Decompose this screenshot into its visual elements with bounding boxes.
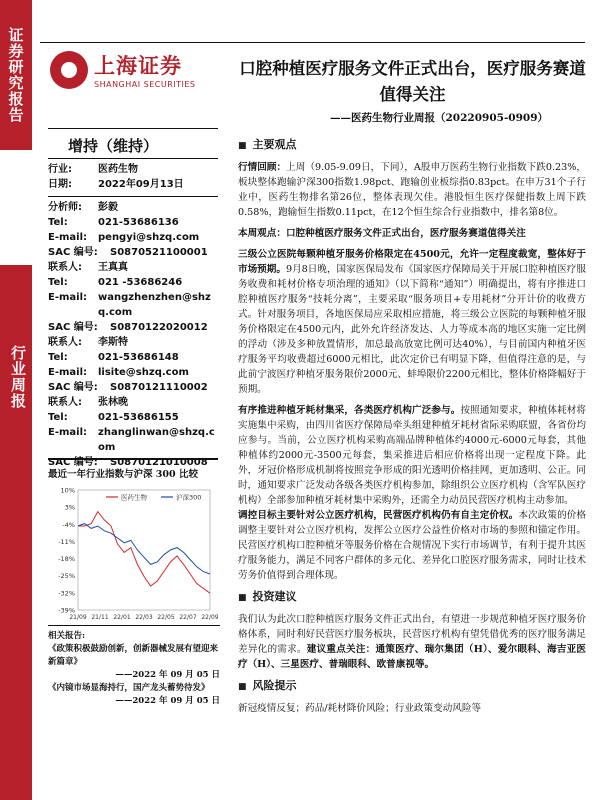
report-title: 口腔种植医疗服务文件正式出台，医疗服务赛道值得关注 (239, 59, 586, 104)
analyst-email[interactable]: zhanglinwan@shzq.com (98, 427, 215, 453)
paragraph-market-review: 行情回顾：上周（9.05-9.09日，下同），A股申万医药生物行业指数下跌0.23%，板块整体跑输沪深300指数1.98pct、跑输创业板综指0.83pct。在申万31个子行业中，医药生物排名第26位，整体表现欠佳。港股恒生医疗保健指数上周下跌0.58%，跑输恒生指数0.11pct，在12个恒生综合行业指数中，排名第8位。 (238, 162, 586, 218)
analyst-tel: 021-53686155 (98, 412, 179, 423)
analyst-name: 彭毅 (98, 202, 118, 213)
section-main-points: ■ 主要观点 (238, 137, 586, 154)
chart-title: 最近一年行业指数与沪深 300 比较 (48, 469, 198, 480)
paragraph-risk: 新冠疫情反复；药品/耗材降价风险；行业政策变动风险等 (238, 703, 482, 714)
x-tick-label: 22/07 (179, 614, 197, 621)
section-invest: ■ 投资建议 (238, 589, 586, 606)
logo-cn: 上海证券 (94, 54, 182, 78)
related-title-2: 《内镜市场显海持行，国产龙头蓄势待发》 (48, 683, 210, 693)
report-date: 2022年09月13日 (98, 179, 184, 190)
analyst-name: 李斯特 (98, 337, 128, 348)
y-tick-label: -18% (58, 555, 75, 564)
index-comparison-chart (48, 482, 218, 632)
sidebar-bottom-band (0, 265, 32, 800)
related-title-1: 《政策积极鼓励创新，创新器械发展有望迎来新篇章》 (48, 644, 219, 667)
y-tick-label: -32% (58, 589, 75, 598)
series-line (78, 524, 210, 574)
report-type-label: 证券研究报告 (6, 27, 25, 123)
y-tick-label: 3% (64, 503, 75, 512)
analyst-tel: 021 -53686246 (98, 277, 183, 288)
logo-en: SHANGHAI SECURITIES (94, 80, 196, 89)
legend-label: 医药生物 (121, 493, 147, 502)
analyst-tel: 021-53686148 (98, 352, 179, 363)
related-date-1: ——2022 年 09 月 05 日 (115, 670, 220, 680)
logo-icon (50, 51, 88, 89)
analyst-sac: S0870122020012 (110, 322, 208, 333)
paragraph-invest: 我们认为此次口腔种植医疗服务文件正式出台，有望进一步规范种植牙医疗服务价格体系，同时利好民营医疗服务板块，民营医疗机构有望凭借优秀的医疗服务满足差异化的需求。建议重点关注：通策医疗、瑞尔集团（H）、爱尔眼科、海吉亚医疗（H）、三星医疗、普瑞眼科、欧普康视等。 (238, 614, 587, 670)
sidebar-top-band (0, 0, 32, 150)
analyst-tel: 021-53686136 (98, 217, 179, 228)
related-date-2: ——2022 年 09 月 05 日 (115, 696, 220, 706)
paragraph-price-cap: 三级公立医院每颗种植牙服务价格限定在4500元，允许一定程度裁宽，整体好于市场预期。9月8日晚，国家医保局发布《国家医疗保障局关于开展口腔种植医疗服务收费和耗材价格专项治理的通知》（以下简称“通知”）明确提出，将有序推进口腔种植医疗服务“技耗分离”，主要采取“服务项目+专用耗材”分开计价的收费方式。针对服务项目，各地医保局应采取相应措施，将三级公立医院的每颗种植牙服务价格限定在4500元内，此外允许经济发达、人力等成本高的地区实施一定比例的浮动（涉及多种放置情形，加总最高放宽比例可达40%），与目前国内种植牙医疗服务平均收费超过6000元相比，此次定价已有明显下降，但值得注意的是，与此前宁波医疗种植牙服务限价2000元、蚌埠限价2200元相比，整体价格降幅好于预期。 (238, 249, 586, 395)
analyst-sac: S0870121010008 (110, 457, 208, 468)
analyst-block: 分析师: 彭毅 Tel: 021-53686136 E-mail: pengyi@shzq.com SAC 编号: S0870521100001 联系人: 王真真 Tel: 021 -53686246 E-mail: wangzhenzhen@shzq.com SAC 编号: S0870122020012 联系人: 李斯特 Tel: 021-53686148 E-mail: lisite@shzq.com SAC 编号: S0870121110002 联系人: 张林晚 Tel: 021-53686155 E-mail: zhanglinwan@shzq.com SAC 编号: S0870121010008 (48, 196, 218, 470)
sidebar (0, 0, 32, 800)
rating: 增持（维持） (48, 128, 218, 158)
y-tick-label: -39% (58, 606, 75, 615)
analyst-email[interactable]: pengyi@shzq.com (98, 232, 200, 243)
y-tick-label: -11% (58, 537, 75, 546)
left-column (48, 128, 218, 470)
analyst-sac: S0870521100001 (110, 247, 208, 258)
analyst-email[interactable]: lisite@shzq.com (98, 367, 189, 378)
paragraph-private-pricing: 调控目标主要针对公立医疗机构，民营医疗机构仍有自主定价权。本次政策的价格调整主要针对公立医疗机构，发挥公立医疗公益性价格对市场的参照和锚定作用。民营医疗机构口腔种植牙等服务价格在合规情况下实行市场调节，有利于提升其医疗服务能力，满足不同客户群体的多元化、差异化口腔医疗服务需求，同时让技术劳务价值得到合理体现。 (238, 510, 587, 581)
meta-block: 行业: 医药生物 日期: 2022年09月13日 (48, 158, 218, 196)
x-tick-label: 22/05 (157, 614, 175, 621)
analyst-email[interactable]: wangzhenzhen@shzq.com (98, 292, 211, 318)
analyst-sac: S0870121110002 (110, 382, 208, 393)
paragraph-weekly-view: 本周观点：口腔种植医疗服务文件正式出台，医疗服务赛道值得关注 (238, 228, 526, 239)
company-logo (50, 50, 196, 89)
related-header: 相关报告: (48, 631, 86, 641)
industry: 医药生物 (98, 164, 138, 175)
y-tick-label: -25% (58, 572, 75, 581)
x-tick-label: 21/09 (69, 614, 87, 621)
chart-panel (48, 458, 218, 638)
y-tick-label: 10% (60, 486, 75, 495)
x-tick-label: 22/03 (135, 614, 153, 621)
analyst-name: 王真真 (98, 262, 128, 273)
x-tick-label: 21/11 (91, 614, 109, 621)
legend-label: 沪深300 (176, 493, 202, 502)
chart-frame (78, 490, 210, 610)
report-subtitle: ——医药生物行业周报（20220905-0909） (330, 112, 549, 124)
x-tick-label: 22/09 (201, 614, 218, 621)
analyst-name: 张林晚 (98, 397, 128, 408)
y-tick-label: -4% (62, 520, 75, 529)
section-risk: ■ 风险提示 (238, 678, 586, 695)
paragraph-procurement: 有序推进种植牙耗材集采，各类医疗机构广泛参与。按照通知要求，种植体耗材将实施集中采购，由四川省医疗保障局牵头组建种植牙耗材省际采购联盟，各省份均应参与。当前，公立医疗机构采购高端品牌种植体约4000元-6000元每套，其他种植体约2000元-3500元每套，集采推进后相应价格将出现一定程度下降。此外，牙冠价格形成机制将按照竞争形成的阳光透明价格挂网，更加透明、公正。同时，通知要求广泛发动各级各类医疗机构参加，除组织公立医疗机构（含军队医疗机构）全部参加种植牙耗材集中采购外，还需全力动员民营医疗机构主动参加。 (238, 405, 587, 506)
report-category-label: 行业周报 (9, 345, 27, 409)
x-tick-label: 22/01 (113, 614, 131, 621)
main-content (238, 135, 586, 722)
series-line (78, 512, 210, 594)
related-reports (48, 625, 220, 708)
